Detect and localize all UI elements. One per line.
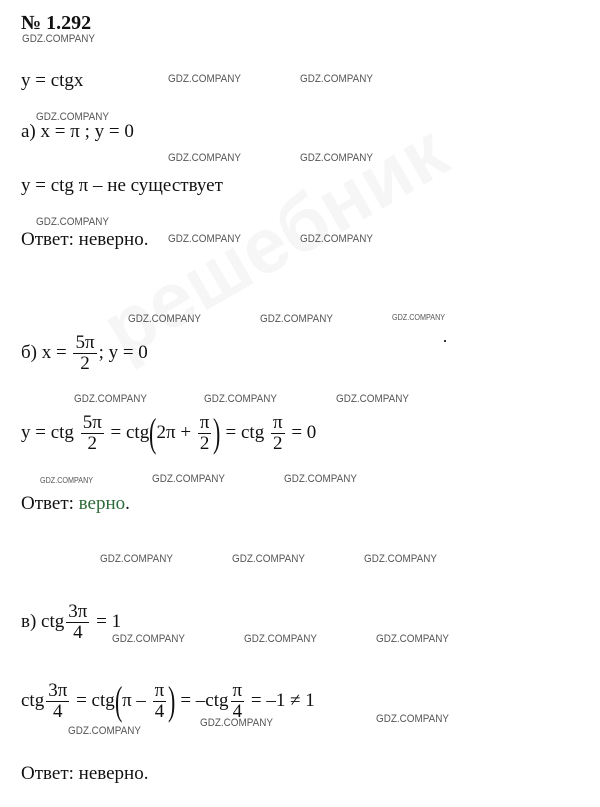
watermark: GDZ.COMPANY: [36, 111, 109, 123]
part-v-calculation: ctg $\frac{3\pi}{4}$ = ctg(π – $\frac{\pi}{4}$ ) = –ctg $\frac{\pi}{4}$ = –1 ≠ 1: [21, 678, 315, 724]
watermark: GDZ.COMPANY: [36, 216, 109, 228]
fraction: $\frac{\pi}{2}$: [199, 412, 210, 454]
watermark: GDZ.COMPANY: [244, 633, 317, 645]
right-paren: ): [213, 410, 221, 456]
part-a-answer: Ответ: неверно.: [21, 229, 149, 250]
watermark: GDZ.COMPANY: [204, 393, 277, 405]
watermark: GDZ.COMPANY: [200, 717, 273, 729]
watermark: GDZ.COMPANY: [300, 152, 373, 164]
fraction: $\frac{3\pi}{4}$: [68, 601, 88, 643]
watermark: GDZ.COMPANY: [336, 393, 409, 405]
fraction: $\frac{\pi}{2}$: [272, 412, 283, 454]
watermark: GDZ.COMPANY: [128, 313, 201, 325]
watermark: GDZ.COMPANY: [168, 233, 241, 245]
watermark: GDZ.COMPANY: [22, 33, 95, 45]
fraction: $\frac{5\pi}{2}$: [75, 332, 95, 374]
part-v-condition: в) ctg $\frac{3\pi}{4}$ = 1: [21, 601, 122, 643]
watermark: GDZ.COMPANY: [152, 473, 225, 485]
watermark: GDZ.COMPANY: [100, 553, 173, 565]
part-b-label: б) x =: [21, 341, 67, 363]
part-b-answer: Ответ: верно.: [21, 493, 130, 514]
stray-dot: [444, 340, 446, 342]
function-line: y = ctgx: [21, 70, 84, 91]
part-b-calculation: y = ctg $\frac{5\pi}{2}$ = ctg(2π + $\frac{\pi}{2}$ ) = ctg $\frac{\pi}{2}$ = 0: [21, 410, 317, 456]
part-a-condition: а) x = π ; y = 0: [21, 121, 134, 142]
watermark: GDZ.COMPANY: [260, 313, 333, 325]
left-paren: (: [149, 410, 157, 456]
left-paren: (: [114, 678, 123, 724]
fraction: $\frac{\pi}{4}$: [154, 680, 165, 722]
watermark: GDZ.COMPANY: [376, 713, 449, 725]
watermark: GDZ.COMPANY: [364, 553, 437, 565]
watermark: GDZ.COMPANY: [392, 313, 446, 322]
watermark: GDZ.COMPANY: [68, 725, 141, 737]
watermark: GDZ.COMPANY: [376, 633, 449, 645]
watermark: GDZ.COMPANY: [168, 73, 241, 85]
watermark: GDZ.COMPANY: [300, 73, 373, 85]
right-paren: ): [168, 678, 176, 724]
fraction: $\frac{\pi}{4}$: [232, 680, 243, 722]
watermark: GDZ.COMPANY: [284, 473, 357, 485]
watermark: GDZ.COMPANY: [40, 476, 94, 485]
fraction: $\frac{3\pi}{4}$: [48, 680, 68, 722]
watermark: GDZ.COMPANY: [74, 393, 147, 405]
part-b-condition: [21, 333, 148, 374]
watermark: GDZ.COMPANY: [232, 553, 305, 565]
part-v-answer: Ответ: неверно.: [21, 763, 149, 784]
part-b-tail: ; y = 0: [98, 341, 148, 363]
watermark: GDZ.COMPANY: [112, 633, 185, 645]
watermark: GDZ.COMPANY: [168, 152, 241, 164]
fraction: $\frac{5\pi}{2}$: [82, 412, 102, 454]
part-a-calculation: y = ctg π – не существует: [21, 175, 223, 196]
watermark: GDZ.COMPANY: [300, 233, 373, 245]
problem-number: № 1.292: [21, 12, 92, 34]
